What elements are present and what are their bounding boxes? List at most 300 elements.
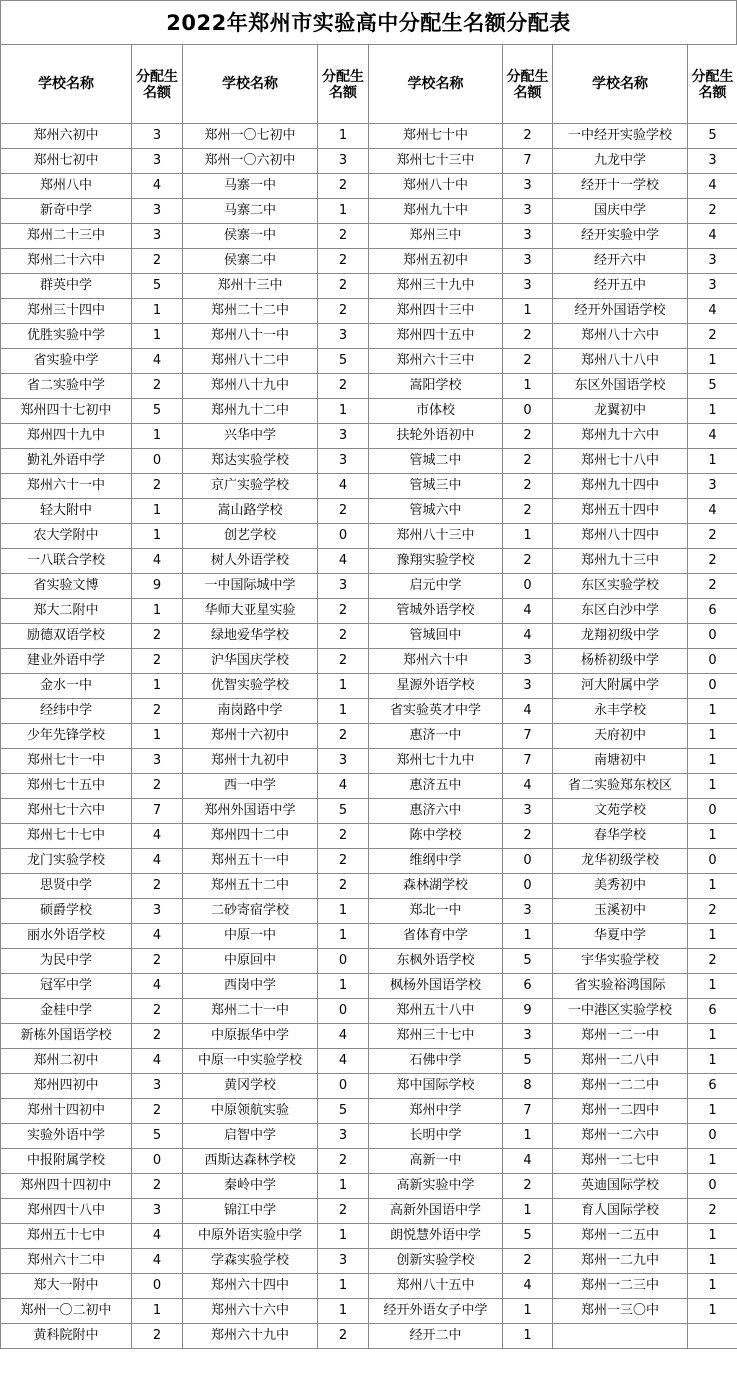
school-name-cell: 郑州八十二中: [183, 349, 318, 374]
allocation-count-cell: 3: [688, 274, 737, 299]
allocation-count-cell: 2: [503, 824, 553, 849]
allocation-count-cell: 4: [132, 174, 183, 199]
allocation-count-cell: 1: [318, 1299, 369, 1324]
allocation-count-cell: 2: [503, 324, 553, 349]
allocation-count-cell: 4: [132, 824, 183, 849]
allocation-count-cell: 3: [318, 749, 369, 774]
allocation-count-cell: 2: [688, 949, 737, 974]
school-name-cell: 郑州五十一中: [183, 849, 318, 874]
school-name-cell: 郑州二十三中: [1, 224, 132, 249]
school-name-header: 学校名称: [369, 45, 503, 124]
school-name-cell: 经开十一学校: [553, 174, 688, 199]
school-name-cell: 西岗中学: [183, 974, 318, 999]
school-name-cell: 一中国际城中学: [183, 574, 318, 599]
school-name-cell: 郑州六十二中: [1, 1249, 132, 1274]
school-name-cell: 郑大二附中: [1, 599, 132, 624]
table-row: [1, 474, 737, 499]
school-name-cell: 永丰学校: [553, 699, 688, 724]
school-name-cell: 郑北一中: [369, 899, 503, 924]
allocation-count-cell: 1: [688, 874, 737, 899]
allocation-count-cell: 7: [503, 1099, 553, 1124]
allocation-count-cell: 1: [688, 974, 737, 999]
allocation-count-cell: 4: [318, 1024, 369, 1049]
allocation-count-cell: 2: [132, 249, 183, 274]
allocation-count-cell: 5: [503, 1049, 553, 1074]
allocation-count-cell: 3: [503, 224, 553, 249]
school-name-cell: 东枫外语学校: [369, 949, 503, 974]
school-name-cell: 创艺学校: [183, 524, 318, 549]
allocation-count-cell: 3: [688, 249, 737, 274]
school-name-cell: 郑州四十七初中: [1, 399, 132, 424]
allocation-count-cell: 4: [688, 299, 737, 324]
table-row: [1, 174, 737, 199]
allocation-count-cell: 1: [503, 1124, 553, 1149]
school-name-cell: 郑州九十中: [369, 199, 503, 224]
school-name-cell: 扶轮外语初中: [369, 424, 503, 449]
allocation-count-cell: 5: [688, 374, 737, 399]
table-row: [1, 874, 737, 899]
allocation-count-cell: 6: [688, 599, 737, 624]
school-name-cell: 省实验裕鸿国际: [553, 974, 688, 999]
allocation-count-cell: 0: [318, 999, 369, 1024]
allocation-count-cell: 2: [318, 299, 369, 324]
allocation-count-cell: 1: [318, 199, 369, 224]
allocation-count-cell: 2: [503, 474, 553, 499]
school-name-cell: 郑州四十四初中: [1, 1174, 132, 1199]
table-row: [1, 1024, 737, 1049]
school-name-cell: 惠济一中: [369, 724, 503, 749]
allocation-count-cell: 7: [503, 749, 553, 774]
allocation-count-cell: 5: [132, 274, 183, 299]
allocation-count-cell: 0: [688, 1174, 737, 1199]
school-name-cell: 郑州七十九中: [369, 749, 503, 774]
table-row: [1, 949, 737, 974]
school-name-cell: 郑州六十中: [369, 649, 503, 674]
school-name-cell: 郑州九十三中: [553, 549, 688, 574]
allocation-count-cell: 2: [132, 1324, 183, 1349]
school-name-cell: 少年先锋学校: [1, 724, 132, 749]
school-name-cell: 华师大亚星实验: [183, 599, 318, 624]
school-name-cell: 郑州六十四中: [183, 1274, 318, 1299]
school-name-cell: 河大附属中学: [553, 674, 688, 699]
allocation-count-cell: 0: [318, 949, 369, 974]
allocation-count-cell: 4: [132, 849, 183, 874]
school-name-cell: 二砂寄宿学校: [183, 899, 318, 924]
table-row: [1, 1099, 737, 1124]
school-name-cell: 省实验文博: [1, 574, 132, 599]
allocation-count-cell: 3: [503, 199, 553, 224]
school-name-cell: 一中港区实验学校: [553, 999, 688, 1024]
school-name-header: 学校名称: [1, 45, 132, 124]
school-name-cell: 郑州三十七中: [369, 1024, 503, 1049]
allocation-count-cell: 2: [132, 1024, 183, 1049]
allocation-count-cell: 1: [688, 449, 737, 474]
school-name-cell: 惠济六中: [369, 799, 503, 824]
school-name-cell: 郑中国际学校: [369, 1074, 503, 1099]
school-name-cell: 长明中学: [369, 1124, 503, 1149]
table-body: [1, 124, 737, 1349]
allocation-count-cell: 1: [688, 1149, 737, 1174]
school-name-cell: 启元中学: [369, 574, 503, 599]
allocation-count-cell: 2: [503, 1249, 553, 1274]
school-name-cell: 郑州七十七中: [1, 824, 132, 849]
table-row: [1, 1324, 737, 1349]
allocation-count-cell: 4: [318, 474, 369, 499]
table-row: [1, 374, 737, 399]
allocation-count-cell: 3: [503, 899, 553, 924]
table-row: [1, 624, 737, 649]
allocation-count-cell: 2: [503, 549, 553, 574]
allocation-count-cell: 4: [688, 224, 737, 249]
school-name-cell: 郑州四初中: [1, 1074, 132, 1099]
allocation-count-cell: 2: [132, 699, 183, 724]
allocation-count-cell: 1: [688, 774, 737, 799]
allocation-count-cell: 1: [132, 1299, 183, 1324]
school-name-cell: 高新外国语中学: [369, 1199, 503, 1224]
school-name-cell: 一中经开实验学校: [553, 124, 688, 149]
allocation-count-cell: 2: [132, 949, 183, 974]
allocation-count-cell: 3: [132, 899, 183, 924]
table-row: [1, 1049, 737, 1074]
allocation-count-cell: 1: [132, 524, 183, 549]
school-name-cell: 一八联合学校: [1, 549, 132, 574]
school-name-cell: 育人国际学校: [553, 1199, 688, 1224]
school-name-cell: 郑州一二二中: [553, 1074, 688, 1099]
table-row: [1, 549, 737, 574]
school-name-cell: 九龙中学: [553, 149, 688, 174]
allocation-count-cell: 3: [132, 199, 183, 224]
table-row: [1, 1224, 737, 1249]
allocation-count-cell: 2: [132, 649, 183, 674]
school-name-cell: 马寨二中: [183, 199, 318, 224]
allocation-count-cell: 0: [318, 524, 369, 549]
allocation-count-cell: 0: [688, 1124, 737, 1149]
school-name-cell: 杨桥初级中学: [553, 649, 688, 674]
allocation-count-cell: 3: [503, 1024, 553, 1049]
school-name-cell: 郑州一〇六初中: [183, 149, 318, 174]
allocation-count-cell: 0: [688, 649, 737, 674]
school-name-cell: 中原领航实验: [183, 1099, 318, 1124]
table-row: [1, 149, 737, 174]
school-name-cell: 郑州一〇二初中: [1, 1299, 132, 1324]
school-name-cell: 郑州八十九中: [183, 374, 318, 399]
school-name-cell: 新栋外国语学校: [1, 1024, 132, 1049]
allocation-count-cell: 5: [318, 799, 369, 824]
school-name-cell: 农大学附中: [1, 524, 132, 549]
allocation-count-cell: 2: [132, 624, 183, 649]
school-name-cell: 郑州五初中: [369, 249, 503, 274]
school-name-cell: 省二实验郑东校区: [553, 774, 688, 799]
school-name-cell: 经纬中学: [1, 699, 132, 724]
school-name-cell: 郑州三十四中: [1, 299, 132, 324]
allocation-count-cell: 2: [318, 499, 369, 524]
allocation-count-cell: 0: [132, 449, 183, 474]
school-name-cell: 郑州七十五中: [1, 774, 132, 799]
school-name-cell: 郑州一二三中: [553, 1274, 688, 1299]
school-name-cell: 黄科院附中: [1, 1324, 132, 1349]
table-row: [1, 1174, 737, 1199]
allocation-count-cell: 1: [318, 974, 369, 999]
school-name-cell: 西一中学: [183, 774, 318, 799]
school-name-cell: 高新实验中学: [369, 1174, 503, 1199]
school-name-cell: 东区白沙中学: [553, 599, 688, 624]
allocation-count-cell: 4: [688, 174, 737, 199]
school-name-cell: 郑州四十八中: [1, 1199, 132, 1224]
allocation-count-cell: 1: [132, 299, 183, 324]
table-row: [1, 524, 737, 549]
allocation-count-cell: 2: [503, 349, 553, 374]
allocation-count-cell: 1: [318, 674, 369, 699]
allocation-count-cell: 4: [318, 1049, 369, 1074]
school-name-cell: 轻大附中: [1, 499, 132, 524]
allocation-count-cell: 3: [132, 1074, 183, 1099]
school-name-cell: 郑达实验学校: [183, 449, 318, 474]
allocation-count-cell: 2: [688, 524, 737, 549]
allocation-count-cell: 2: [318, 849, 369, 874]
allocation-count-cell: 4: [318, 774, 369, 799]
school-name-cell: 维纲中学: [369, 849, 503, 874]
school-name-cell: 龙门实验学校: [1, 849, 132, 874]
school-name-cell: 中原振华中学: [183, 1024, 318, 1049]
allocation-count-cell: 1: [688, 1299, 737, 1324]
allocation-count-cell: 4: [132, 924, 183, 949]
allocation-count-cell: 2: [318, 1149, 369, 1174]
page-title: 2022年郑州市实验高中分配生名额分配表: [0, 0, 737, 44]
school-name-cell: 南塘初中: [553, 749, 688, 774]
school-name-cell: 绿地爱华学校: [183, 624, 318, 649]
allocation-count-cell: 8: [503, 1074, 553, 1099]
table-row: [1, 399, 737, 424]
school-name-cell: 陈中学校: [369, 824, 503, 849]
table-row: [1, 649, 737, 674]
school-name-cell: 郑州七十六中: [1, 799, 132, 824]
school-name-cell: 郑州四十五中: [369, 324, 503, 349]
allocation-count-cell: 4: [503, 599, 553, 624]
allocation-count-cell: 2: [318, 249, 369, 274]
allocation-count-cell: 3: [132, 124, 183, 149]
school-name-cell: 郑州七十三中: [369, 149, 503, 174]
school-name-cell: 郑州一三〇中: [553, 1299, 688, 1324]
school-name-cell: 天府初中: [553, 724, 688, 749]
school-name-cell: 郑州十九初中: [183, 749, 318, 774]
school-name-cell: 经开六中: [553, 249, 688, 274]
table-row: [1, 1274, 737, 1299]
allocation-count-cell: 4: [132, 1249, 183, 1274]
table-row: [1, 249, 737, 274]
allocation-count-cell: 3: [503, 249, 553, 274]
school-name-cell: 郑州十四初中: [1, 1099, 132, 1124]
school-name-cell: 南岗路中学: [183, 699, 318, 724]
allocation-count-cell: 5: [688, 124, 737, 149]
school-name-cell: 建业外语中学: [1, 649, 132, 674]
school-name-cell: 优智实验学校: [183, 674, 318, 699]
allocation-count-cell: 2: [318, 274, 369, 299]
school-name-cell: 郑州一二四中: [553, 1099, 688, 1124]
allocation-count-cell: 0: [688, 674, 737, 699]
table-row: [1, 1149, 737, 1174]
allocation-count-cell: 1: [688, 349, 737, 374]
table-row: [1, 849, 737, 874]
allocation-table: [0, 44, 737, 1349]
table-row: [1, 824, 737, 849]
allocation-count-cell: 4: [503, 774, 553, 799]
school-name-cell: 龙华初级学校: [553, 849, 688, 874]
allocation-count-cell: 3: [688, 149, 737, 174]
allocation-count-cell: 1: [132, 499, 183, 524]
table-row: [1, 1124, 737, 1149]
allocation-count-cell: 3: [132, 749, 183, 774]
table-row: [1, 349, 737, 374]
school-name-cell: 龙翔初级中学: [553, 624, 688, 649]
allocation-count-cell: 0: [688, 624, 737, 649]
allocation-count-cell: 1: [132, 674, 183, 699]
allocation-count-cell: 0: [688, 849, 737, 874]
table-row: [1, 574, 737, 599]
allocation-count-cell: 1: [318, 399, 369, 424]
allocation-count-cell: 3: [132, 1199, 183, 1224]
allocation-count-cell: 3: [318, 449, 369, 474]
school-name-cell: 省体育中学: [369, 924, 503, 949]
allocation-count-cell: 2: [318, 824, 369, 849]
school-name-cell: 郑州七十中: [369, 124, 503, 149]
school-name-cell: 石佛中学: [369, 1049, 503, 1074]
school-name-cell: 金水一中: [1, 674, 132, 699]
allocation-count-cell: 3: [503, 674, 553, 699]
allocation-count-cell: 0: [503, 399, 553, 424]
school-name-cell: 思贤中学: [1, 874, 132, 899]
allocation-count-cell: 2: [132, 774, 183, 799]
school-name-cell: 嵩山路学校: [183, 499, 318, 524]
school-name-cell: 郑州五十四中: [553, 499, 688, 524]
school-name-cell: 郑州一二六中: [553, 1124, 688, 1149]
allocation-count-cell: 0: [503, 874, 553, 899]
table-row: [1, 899, 737, 924]
school-name-cell: 郑州三中: [369, 224, 503, 249]
allocation-count-cell: 0: [132, 1149, 183, 1174]
table-row: [1, 224, 737, 249]
allocation-count-cell: 1: [318, 899, 369, 924]
school-name-cell: 高新一中: [369, 1149, 503, 1174]
school-name-cell: 省二实验中学: [1, 374, 132, 399]
school-name-cell: 中原外语实验中学: [183, 1224, 318, 1249]
table-row: [1, 599, 737, 624]
allocation-count-cell: 4: [503, 1149, 553, 1174]
allocation-count-cell: 1: [132, 424, 183, 449]
allocation-count-cell: 2: [318, 1199, 369, 1224]
allocation-count-cell: 4: [132, 1049, 183, 1074]
school-name-cell: 郑州一二九中: [553, 1249, 688, 1274]
allocation-count-cell: 2: [503, 1174, 553, 1199]
allocation-count-cell: 1: [503, 524, 553, 549]
school-name-cell: 侯寨一中: [183, 224, 318, 249]
allocation-count-cell: 2: [318, 1324, 369, 1349]
school-name-cell: 郑州五十七中: [1, 1224, 132, 1249]
table-row: [1, 674, 737, 699]
school-name-cell: 管城回中: [369, 624, 503, 649]
allocation-count-cell: 2: [318, 724, 369, 749]
allocation-count-cell: 1: [318, 1274, 369, 1299]
allocation-count-cell: 2: [503, 424, 553, 449]
allocation-count-cell: 4: [503, 1274, 553, 1299]
table-row: [1, 749, 737, 774]
school-name-cell: 兴华中学: [183, 424, 318, 449]
allocation-count-cell: 1: [318, 1224, 369, 1249]
table-row: [1, 449, 737, 474]
school-name-cell: 郑州七十八中: [553, 449, 688, 474]
allocation-count-cell: 6: [688, 999, 737, 1024]
allocation-count-cell: 3: [318, 1124, 369, 1149]
school-name-cell: 郑州一〇七初中: [183, 124, 318, 149]
table-row: [1, 724, 737, 749]
table-row: [1, 424, 737, 449]
school-name-cell: 郑州六十九中: [183, 1324, 318, 1349]
allocation-count-cell: 1: [688, 1099, 737, 1124]
school-name-cell: 郑州八十四中: [553, 524, 688, 549]
allocation-count-cell: 2: [318, 224, 369, 249]
allocation-count-cell: 6: [503, 974, 553, 999]
school-name-cell: 为民中学: [1, 949, 132, 974]
school-name-cell: 郑州五十二中: [183, 874, 318, 899]
school-name-cell: 启智中学: [183, 1124, 318, 1149]
school-name-cell: 省实验英才中学: [369, 699, 503, 724]
school-name-cell: 郑州九十六中: [553, 424, 688, 449]
table-row: [1, 1074, 737, 1099]
allocation-count-cell: 1: [503, 1324, 553, 1349]
school-name-cell: 群英中学: [1, 274, 132, 299]
school-name-cell: 郑州九十四中: [553, 474, 688, 499]
school-name-header: 学校名称: [183, 45, 318, 124]
allocation-count-cell: 1: [503, 1199, 553, 1224]
allocation-count-cell: 4: [132, 349, 183, 374]
school-name-cell: 郑州八十五中: [369, 1274, 503, 1299]
school-name-cell: 郑州五十八中: [369, 999, 503, 1024]
allocation-count-cell: 0: [688, 799, 737, 824]
allocation-count-cell: 2: [688, 549, 737, 574]
school-name-cell: 马寨一中: [183, 174, 318, 199]
school-name-cell: 郑州二十一中: [183, 999, 318, 1024]
allocation-count-cell: 1: [688, 824, 737, 849]
allocation-count-cell: 1: [132, 599, 183, 624]
allocation-count-cell: 2: [132, 474, 183, 499]
allocation-count-cell: 2: [132, 1099, 183, 1124]
allocation-count-cell: 2: [132, 374, 183, 399]
school-name-cell: 郑州十六初中: [183, 724, 318, 749]
allocation-count-cell: 1: [318, 124, 369, 149]
school-name-cell: 锦江中学: [183, 1199, 318, 1224]
school-name-cell: 沪华国庆学校: [183, 649, 318, 674]
school-name-cell: 郑大一附中: [1, 1274, 132, 1299]
allocation-count-cell: 2: [318, 174, 369, 199]
allocation-count-cell: 2: [318, 649, 369, 674]
school-name-cell: 实验外语中学: [1, 1124, 132, 1149]
school-name-cell: 郑州四十九中: [1, 424, 132, 449]
school-name-cell: 励德双语学校: [1, 624, 132, 649]
school-name-cell: 秦岭中学: [183, 1174, 318, 1199]
allocation-count-cell: 5: [132, 399, 183, 424]
allocation-count-cell: 1: [688, 924, 737, 949]
school-name-cell: 文苑学校: [553, 799, 688, 824]
school-name-cell: 郑州六十三中: [369, 349, 503, 374]
school-name-cell: 勤礼外语中学: [1, 449, 132, 474]
school-name-cell: 星源外语学校: [369, 674, 503, 699]
school-name-cell: 美秀初中: [553, 874, 688, 899]
table-row: [1, 974, 737, 999]
allocation-count-cell: 1: [688, 749, 737, 774]
school-name-header: 学校名称: [553, 45, 688, 124]
school-name-cell: 侯寨二中: [183, 249, 318, 274]
allocation-count-cell: 2: [503, 124, 553, 149]
allocation-count-header: 分配生名额: [318, 45, 369, 124]
